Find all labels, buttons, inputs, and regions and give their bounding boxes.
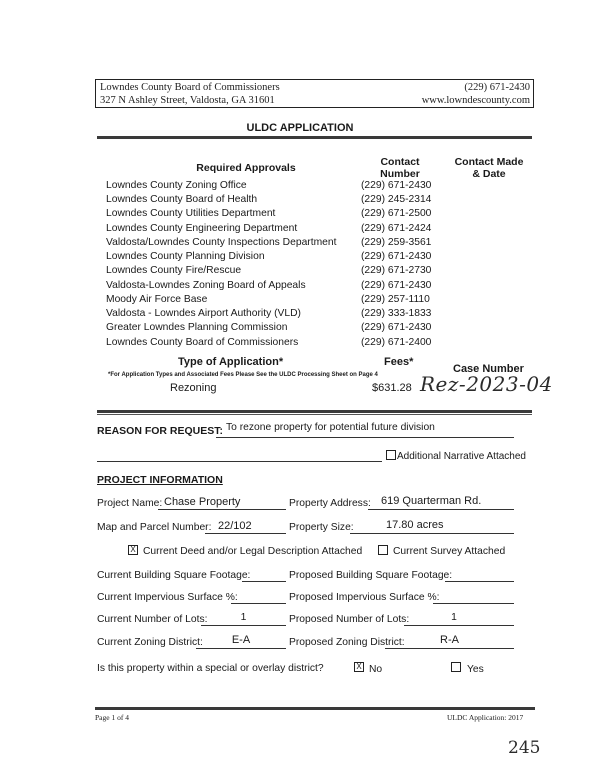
overlay-no-label: No — [369, 664, 383, 675]
approval-name: Lowndes County Fire/Rescue — [106, 265, 242, 276]
col-header-contact-line2: Number — [380, 168, 420, 180]
page-number: Page 1 of 4 — [95, 713, 129, 722]
section-rule — [97, 410, 532, 413]
title-rule — [97, 136, 532, 139]
col-header-made — [448, 156, 530, 180]
approval-name: Valdosta-Lowndes Zoning Board of Appeals — [106, 280, 306, 291]
org-website: www.lowndescounty.com — [421, 95, 530, 106]
property-address-input[interactable]: 619 Quarterman Rd. — [381, 495, 482, 507]
overlay-yes-checkbox[interactable] — [451, 662, 461, 672]
reason-label: REASON FOR REQUEST: — [97, 425, 224, 437]
current-zoning-underline — [196, 648, 286, 649]
type-of-application-label: Type of Application* — [178, 356, 284, 368]
approval-name: Lowndes County Zoning Office — [106, 180, 247, 191]
property-size-label: Property Size: — [289, 522, 354, 533]
letterhead-left — [100, 81, 280, 107]
letterhead-box — [95, 79, 534, 108]
project-name-input[interactable]: Chase Property — [164, 496, 241, 508]
current-lots-input[interactable]: 1 — [240, 612, 247, 623]
reason-underline-2 — [97, 461, 382, 462]
current-lots-underline — [201, 625, 286, 626]
current-impervious-input[interactable] — [231, 603, 286, 604]
property-address-label: Property Address: — [289, 498, 371, 509]
property-address-underline — [368, 509, 514, 510]
approval-phone: (229) 671-2424 — [361, 223, 432, 234]
narrative-checkbox[interactable] — [386, 450, 396, 460]
application-type-value: Rezoning — [170, 382, 217, 394]
approval-phone: (229) 245-2314 — [361, 194, 432, 205]
narrative-label: Additional Narrative Attached — [397, 451, 526, 462]
approval-name: Moody Air Force Base — [106, 294, 208, 305]
org-name: Lowndes County Board of Commissioners — [100, 82, 280, 93]
current-lots-label: Current Number of Lots: — [97, 614, 208, 625]
case-number-label: Case Number — [453, 363, 524, 375]
parcel-underline — [205, 533, 286, 534]
parcel-label: Map and Parcel Number: — [97, 522, 212, 533]
proposed-impervious-input[interactable] — [433, 603, 514, 604]
proposed-sqft-label: Proposed Building Square Footage: — [289, 570, 453, 581]
approval-phone: (229) 671-2400 — [361, 337, 432, 348]
org-phone: (229) 671-2430 — [464, 82, 530, 93]
current-sqft-label: Current Building Square Footage: — [97, 570, 251, 581]
current-zoning-label: Current Zoning District: — [97, 637, 203, 648]
approval-name: Valdosta - Lowndes Airport Authority (VLD) — [106, 308, 301, 319]
parcel-input[interactable]: 22/102 — [218, 520, 252, 532]
overlay-yes-label: Yes — [467, 664, 484, 675]
proposed-zoning-label: Proposed Zoning District: — [289, 637, 405, 648]
current-sqft-input[interactable] — [242, 581, 286, 582]
form-version: ULDC Application: 2017 — [447, 713, 524, 722]
approval-phone: (229) 671-2430 — [361, 280, 432, 291]
proposed-zoning-input[interactable]: R-A — [440, 634, 459, 646]
approval-name: Lowndes County Board of Commissioners — [106, 337, 299, 348]
approval-phone: (229) 257-1110 — [361, 294, 430, 305]
project-name-label: Project Name: — [97, 498, 163, 509]
property-size-underline — [350, 533, 514, 534]
fees-note: *For Application Types and Associated Fees Please See the ULDC Processing Sheet on Page 4 — [108, 372, 378, 378]
approval-name: Lowndes County Utilities Department — [106, 208, 276, 219]
project-info-heading: PROJECT INFORMATION — [97, 474, 223, 486]
case-number-value: Rez-2023-04 — [420, 372, 553, 396]
deed-label: Current Deed and/or Legal Description Attached — [143, 546, 363, 557]
fee-value: $631.28 — [372, 382, 412, 394]
reason-input[interactable]: To rezone property for potential future division — [226, 422, 435, 433]
overlay-no-checkbox[interactable]: X — [354, 662, 364, 672]
page-title: ULDC APPLICATION — [246, 122, 354, 134]
col-header-made-line1: Contact Made — [454, 156, 524, 168]
col-header-contact-line1: Contact — [380, 156, 420, 168]
proposed-lots-input[interactable]: 1 — [451, 612, 457, 623]
approval-phone: (229) 671-2730 — [361, 265, 432, 276]
proposed-lots-label: Proposed Number of Lots: — [289, 614, 410, 625]
current-impervious-label: Current Impervious Surface %: — [97, 592, 238, 603]
proposed-sqft-input[interactable] — [445, 581, 514, 582]
survey-checkbox[interactable] — [378, 545, 388, 555]
section-rule-thin — [97, 414, 532, 415]
approval-phone: (229) 333-1833 — [361, 308, 432, 319]
proposed-lots-underline — [404, 625, 514, 626]
col-header-made-line2: & Date — [472, 168, 506, 180]
deed-checkbox[interactable]: X — [128, 545, 138, 555]
property-size-input[interactable]: 17.80 acres — [386, 519, 444, 531]
approval-phone: (229) 671-2500 — [361, 208, 432, 219]
approval-phone: (229) 671-2430 — [361, 251, 432, 262]
fees-label: Fees* — [384, 356, 414, 368]
approval-name: Valdosta/Lowndes County Inspections Department — [106, 237, 337, 248]
project-name-underline — [158, 509, 286, 510]
approval-phone: (229) 671-2430 — [361, 322, 432, 333]
approval-name: Lowndes County Board of Health — [106, 194, 258, 205]
footer-rule — [95, 707, 535, 710]
org-address: 327 N Ashley Street, Valdosta, GA 31601 — [100, 95, 275, 106]
approval-name: Lowndes County Planning Division — [106, 251, 265, 262]
col-header-contact — [360, 156, 440, 180]
approval-name: Lowndes County Engineering Department — [106, 223, 298, 234]
handwritten-page-mark: 245 — [508, 738, 541, 758]
current-zoning-input[interactable]: E-A — [231, 634, 251, 646]
approval-phone: (229) 671-2430 — [361, 180, 432, 191]
approval-phone: (229) 259-3561 — [361, 237, 432, 248]
reason-underline — [216, 437, 514, 438]
letterhead-right — [422, 81, 530, 107]
proposed-zoning-underline — [385, 648, 514, 649]
survey-label: Current Survey Attached — [393, 546, 506, 557]
overlay-question: Is this property within a special or overlay district? — [97, 663, 324, 674]
col-header-required: Required Approvals — [196, 162, 296, 174]
proposed-impervious-label: Proposed Impervious Surface %: — [289, 592, 440, 603]
approval-name: Greater Lowndes Planning Commission — [106, 322, 288, 333]
